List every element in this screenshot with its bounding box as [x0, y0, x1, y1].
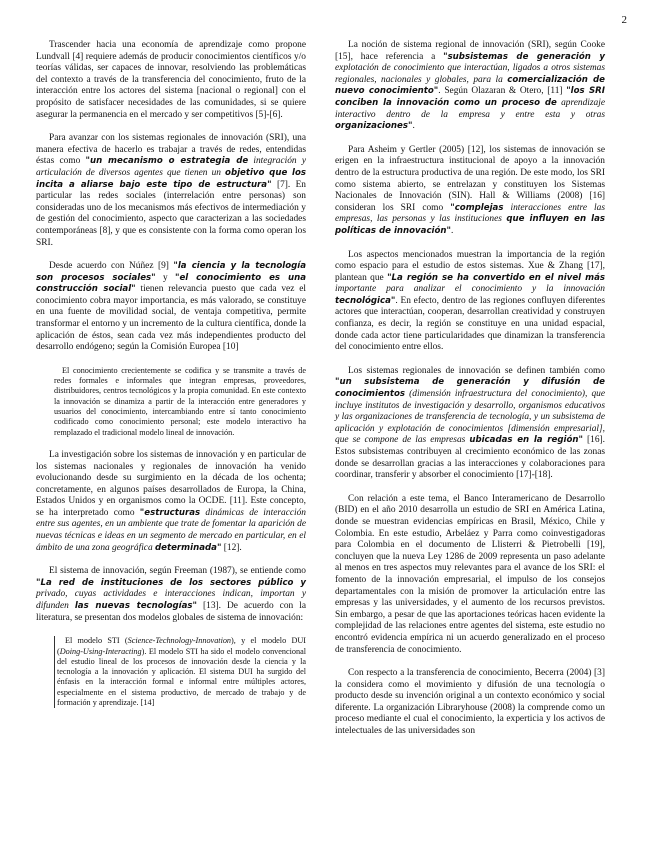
quoted-text: que influyen en las políticas de innovación" [335, 214, 606, 236]
page-number: 2 [621, 14, 627, 26]
paragraph [335, 40, 605, 133]
text-run: [12]. [221, 542, 242, 553]
quoted-text: privado, cuyas actividades e interacciones indican, importan y difunden [36, 589, 306, 612]
quoted-text: Doing-Using-Interacting [59, 646, 142, 656]
right-column [335, 40, 605, 750]
text-run: [13]. De acuerdo con la literatura, se presentan dos modelos globales de sistema de innovación: [36, 601, 306, 623]
paragraph [36, 133, 306, 249]
text-run: Para avanzar con los sistemas regionales de innovación (SRI), una manera efectiva de hacerlo es trabajar a través de redes, entendidas éstas como [36, 133, 306, 167]
text-run: Con relación a este tema, el Banco Interamericano de Desarrollo (BID) en el año 2010 desarrolla un estudio de SRI en América Latina, donde se muestran evidencias empíricas en Brasil, México, Chile y Colombia. En este estudio, Arbeláez y Parra como coinvestigadoras para Colombia en el documento de Llisterri & Pietrobelli [19], concluyen que la nueva Ley 1286 de 2009 representa un paso adelante al menos en tres aspectos muy relevantes para el avance de los SRI: el fomento de la innovación empresarial, el impulso de los consejos departamentales con la misión de promover la articulación entre las empresas y las universidades, y el aumento de los recursos previstos. Sin embargo, a pesar de que las aportaciones teóricas hacen evidente la complejidad de las relaciones entre agentes del sistema, este estudio no encontró evidencia empírica ni un acuerdo generalizado en el proceso de transferencia de conocimiento. [335, 493, 605, 655]
text-run: . Según Olazaran & Otero, [11] [438, 86, 567, 97]
text-run: Con respecto a la transferencia de conocimiento, Becerra (2004) [3] la considera como el movimiento y difusión de una tecnología o producto desde su invención original a un contexto económico y social diferente. La organización Libraryhouse (2008) la comprende como un proceso mediante el cual el conocimiento, la experticia y los activos de intelectuales de las universidades son [335, 668, 605, 737]
text-run: Los sistemas regionales de innovación se definen también como [348, 365, 605, 376]
text-run: El sistema de innovación, según Freeman (1987), se entiende como [49, 566, 306, 577]
text-run: tienen relevancia puesto que cada vez el conocimiento cobra mayor importancia, es más valorado, se constituye en una fuente de movilidad social, de ventaja competitiva, permite transformar el entorno y un incremento de la cultura científica, donde la aplicación de éstos, sean cada vez más independientes producto del desarrollo endógeno; según la Comisión Europea [10] [36, 284, 306, 353]
quoted-text: ubicadas en la región" [469, 435, 583, 446]
text-run: Los aspectos mencionados muestran la importancia de la región como espacio para el estudio de estos sistemas. Xue & Zhang [17], plantean que [335, 249, 605, 283]
text-run: El conocimiento crecientemente se codifica y se transmite a través de redes formales e informales que integran empresas, proveedores, distribuidores, centros tecnológicos y la propia comunidad. En este contexto la innovación se dinamiza a partir de la interacción entre generadores y usuarios del conocimiento, intercambiando entre sí tanto conocimiento codificado como conocimiento personal; este modelo interactivo ha remplazado el tradicional modelo lineal de innovación. [54, 365, 306, 437]
text-run: Trascender hacia una economía de aprendizaje como propone Lundvall [4] requiere además de producir conocimientos científicos y/o teorías válidas, ser capaces de innovar, resolviendo las problemáticas del contexto a través de la transferencia del conocimiento, fruto de la interacción entre los actores del sistema [nacional o regional] con el propósito de satisfacer necesidades de las comunidades, si se quiere asegurar la permanencia en el mercado y ser competitivos [5]-[6]. [36, 40, 306, 120]
quoted-text: importante para analizar el conocimiento y la innovación [335, 284, 605, 295]
quoted-text: "un mecanismo o estrategia de [85, 156, 249, 167]
quoted-text: dinámicas de interacción entre sus agentes, en un ambiente que trate de fomentar la aparición de nuevas técnicas e ideas en un segmento de mercado en particular, en el ámbito de una zona geográfica [36, 507, 306, 553]
block-quote [54, 636, 306, 708]
text-run: ). El modelo STI ha sido el modelo convencional del estudio lineal de los procesos de innovación desde la ciencia y la tecnología a la innovación y aplicación. El sistema DUI ha surgido del énfasis en la interacción formal e informal entre múltiples actores, especialmente en el sistema productivo, de mercado de trabajo y de formación y aprendizaje. [14] [57, 646, 306, 708]
paragraph [335, 668, 605, 738]
text-run: y [155, 272, 175, 283]
paragraph [36, 261, 306, 354]
quoted-text: tecnológica" [335, 295, 396, 306]
text-run: El modelo STI ( [65, 636, 128, 646]
text-run: Para Asheim y Gertler (2005) [12], los sistemas de innovación se erigen en la infraestructura institucional de apoyo a la innovación dentro de la estructura productiva de una región. De este modo, los SRI como sistema abierto, se entrelazan y constituyen los Sistemas Nacionales de Innovación (SIN). Hall & Williams (2008) [16] consideran los SRI como [335, 144, 605, 213]
text-run: . [451, 225, 454, 236]
left-column [36, 40, 306, 720]
quoted-text: "un subsistema de generación y difusión de conocimientos [335, 377, 605, 400]
quoted-text: "complejas [450, 202, 504, 213]
text-run: . En efecto, dentro de las regiones confluyen diferentes actores que interactúan, cooperan, desarrollan creatividad y construyen confianza, es decir, la región se constituye en una unidad espacial, donde cada actor tiene particularidades que dinamizan la transferencia del conocimiento entre ellos. [335, 295, 605, 353]
quoted-text: "La región se ha convertido en el nivel más [387, 272, 605, 283]
text-run: [7]. En particular las redes sociales (interrelación entre personas) son consideradas uno de los mecanismos más efectivos de intermediación y de gestión del conocimiento, aspecto que caracterizan a las sociedades contemporáneas [8], y que es consistente con la forma como operan los SRI. [36, 179, 306, 248]
quoted-text: aprendizaje interactivo dentro de la empresa y entre esta y otras [335, 97, 605, 120]
quoted-text: "subsistemas de generación y [443, 51, 605, 62]
paragraph [335, 145, 605, 238]
quoted-text: las nuevas tecnologías" [74, 601, 198, 612]
paragraph [36, 566, 306, 624]
text-run: La investigación sobre los sistemas de innovación y en particular de los sistemas nacionales y regionales de innovación ha venido evolucionando desde su surgimiento en la década de los ochenta; concretamente, en algunos países desarrollados de Europa, la China, Estados Unidos y en organismos como la OCDE. [11]. Este concepto, se ha interpretado como [36, 449, 306, 518]
quoted-text: "La red de instituciones de los sectores público y [36, 577, 306, 588]
paragraph [335, 494, 605, 656]
quoted-text: explotación de conocimiento que interactúan, ligados a otros sistemas regionales, nacionales y globales, para la [335, 63, 605, 85]
paragraph [36, 450, 306, 554]
paragraph [335, 250, 605, 354]
quoted-text: comercialización de nuevo conocimiento" [335, 74, 605, 97]
quoted-text: "la ciencia y la tecnología son procesos sociales" [36, 261, 306, 283]
quoted-text: Science-Technology-Innovation [127, 636, 232, 646]
quoted-text: determinada" [155, 542, 222, 553]
quoted-text: objetivo que los incita a aliarse bajo este tipo de estructura" [36, 167, 306, 190]
quoted-text: "estructuras [139, 507, 201, 518]
text-run: [16]. Estos subsistemas contribuyen al crecimiento económico de las zonas donde se desarrollan gracias a las interacciones y colaboraciones para coordinar, transferir y absorber el conocimiento [17]-[18]. [335, 435, 605, 481]
quoted-text: "los SRI conciben la innovación como un proceso de [335, 86, 605, 108]
quoted-text: integración y articulación de diversos agentes que tienen un [36, 156, 306, 178]
text-run: La noción de sistema regional de innovación (SRI), según Cooke [15], hace referencia a [335, 40, 605, 62]
quoted-text: interacciones entre las empresas, las personas y las instituciones [335, 202, 605, 225]
text-run: ), y el modelo DUI ( [57, 636, 306, 656]
text-run: . [412, 121, 415, 132]
block-quote [54, 366, 306, 438]
quoted-text: "el conocimiento es una construcción social" [36, 272, 307, 295]
paragraph [36, 40, 306, 121]
paragraph [335, 366, 605, 482]
quoted-text: (dimensión infraestructura del conocimiento), que incluye institutos de investigación y desarrollo, organismos educativos y las organizaciones de transferencia de tecnología, y un subsistema de aplicación y explotación de conocimientos [dimensión empresarial], que se compone de las empresas [335, 389, 605, 446]
text-run: Desde acuerdo con Núñez [9] [49, 261, 174, 272]
quoted-text: organizaciones" [335, 121, 413, 132]
